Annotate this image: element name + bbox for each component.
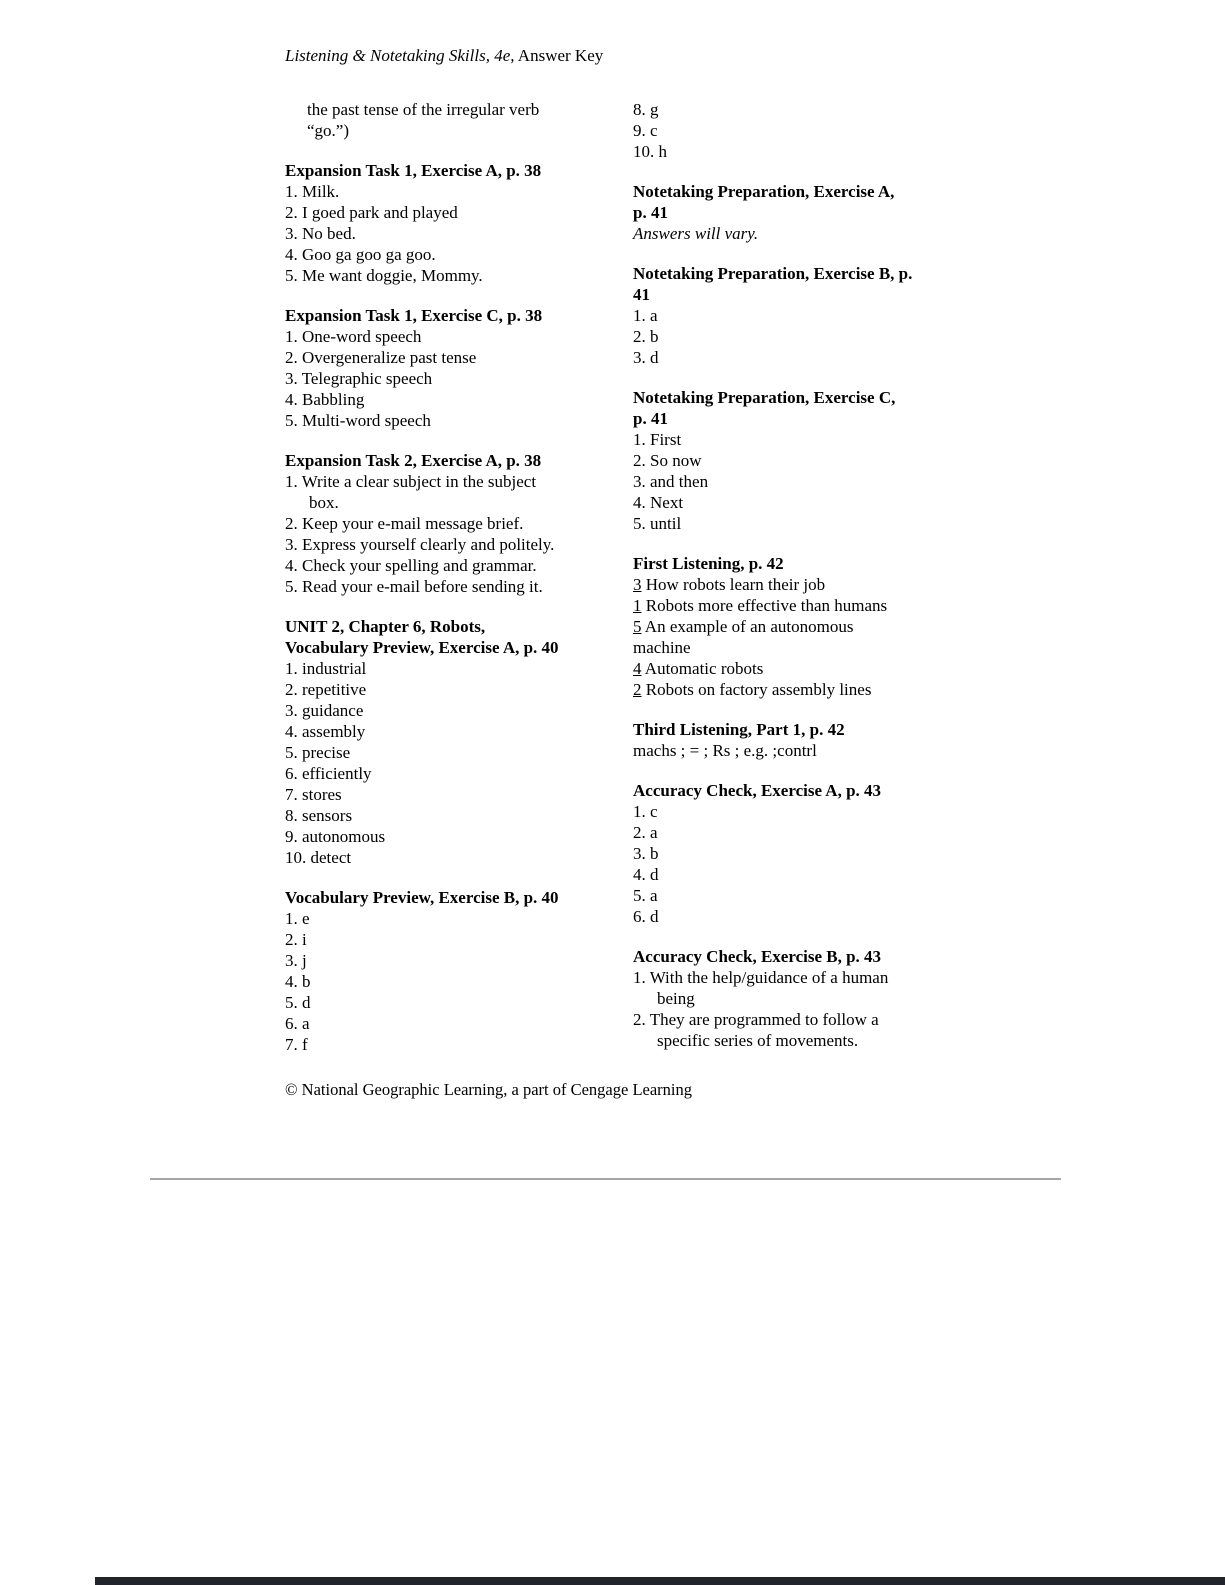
answer-item <box>633 1009 965 1051</box>
answer-item <box>633 305 965 326</box>
answer-line: 7. stores <box>285 785 342 804</box>
answer-item <box>285 576 617 597</box>
answer-line: 7. f <box>285 1035 308 1054</box>
answer-number: 3 <box>633 575 642 594</box>
section-heading: Expansion Task 1, Exercise A, p. 38 <box>285 161 542 180</box>
answer-line: 2. I goed park and played <box>285 203 458 222</box>
answer-item <box>285 826 617 847</box>
section-heading: Expansion Task 1, Exercise C, p. 38 <box>285 306 543 325</box>
answer-line: 2. They are programmed to follow a <box>633 1010 879 1029</box>
answer-line: 9. autonomous <box>285 827 386 846</box>
answer-item <box>285 908 617 929</box>
answer-item <box>285 700 617 721</box>
answer-item <box>285 244 617 265</box>
answer-line: 5. d <box>285 993 311 1012</box>
answer-line: 3. and then <box>633 472 709 491</box>
answer-line: 3. b <box>633 844 659 863</box>
answer-item <box>285 410 617 431</box>
answer-list <box>633 99 965 162</box>
answer-line: 2. b <box>633 327 659 346</box>
answer-item <box>285 181 617 202</box>
answer-number: 5 <box>633 617 642 636</box>
section-heading: Vocabulary Preview, Exercise B, p. 40 <box>285 888 559 907</box>
answer-line: box. <box>309 493 339 512</box>
answer-line: 1. Write a clear subject in the subject <box>285 472 537 491</box>
answer-item <box>285 513 617 534</box>
answer-line: 5. Multi-word speech <box>285 411 431 430</box>
answer-line: 1. One-word speech <box>285 327 422 346</box>
section-heading: 41 <box>633 285 650 304</box>
answer-line: 6. efficiently <box>285 764 372 783</box>
answer-line: 1. e <box>285 909 310 928</box>
answer-section <box>285 450 617 597</box>
answer-line: 3. Telegraphic speech <box>285 369 433 388</box>
answer-line: 3. Express yourself clearly and politely. <box>285 535 555 554</box>
answer-line: 4. Goo ga goo ga goo. <box>285 245 436 264</box>
answer-number: 4 <box>633 659 642 678</box>
answer-line: 4. b <box>285 972 311 991</box>
answer-line: 8. g <box>633 100 659 119</box>
answer-item <box>285 721 617 742</box>
answer-item <box>633 223 965 244</box>
section-heading: Notetaking Preparation, Exercise C, <box>633 388 896 407</box>
answer-item <box>285 471 617 513</box>
answer-item <box>633 967 965 1009</box>
answer-item <box>285 847 617 868</box>
answer-line: 3. j <box>285 951 307 970</box>
answer-item <box>633 906 965 927</box>
answer-line: 3 How robots learn their job <box>633 575 826 594</box>
section-heading: Third Listening, Part 1, p. 42 <box>633 720 845 739</box>
answer-item <box>285 326 617 347</box>
answer-line: 2. i <box>285 930 307 949</box>
answer-item <box>285 971 617 992</box>
answer-line: 5 An example of an autonomous <box>633 617 854 636</box>
section-heading: UNIT 2, Chapter 6, Robots, <box>285 617 486 636</box>
answer-item <box>285 534 617 555</box>
section-heading: p. 41 <box>633 203 668 222</box>
answer-item <box>633 843 965 864</box>
answer-item <box>285 1034 617 1055</box>
next-page-edge <box>95 1577 1225 1585</box>
answer-item <box>285 265 617 286</box>
answer-item <box>633 513 965 534</box>
answer-item <box>285 929 617 950</box>
answer-section <box>285 305 617 431</box>
answer-line: 3. No bed. <box>285 224 356 243</box>
answer-line: 1. industrial <box>285 659 367 678</box>
answer-line: 3. guidance <box>285 701 364 720</box>
answer-item <box>285 555 617 576</box>
answer-item <box>285 389 617 410</box>
continuation-text <box>285 99 617 141</box>
answer-line: 1 Robots more effective than humans <box>633 596 888 615</box>
answer-item <box>285 784 617 805</box>
section-heading: First Listening, p. 42 <box>633 554 784 573</box>
page-header <box>285 45 603 66</box>
section-heading: Expansion Task 2, Exercise A, p. 38 <box>285 451 542 470</box>
answer-line: 4. d <box>633 865 659 884</box>
answer-line: 5. a <box>633 886 658 905</box>
answer-item <box>285 763 617 784</box>
answer-item <box>633 492 965 513</box>
answer-item <box>633 658 965 679</box>
answer-line: 2. repetitive <box>285 680 367 699</box>
answer-item <box>633 141 965 162</box>
answer-number: 1 <box>633 596 642 615</box>
answer-item <box>633 574 965 595</box>
answer-line: 5. Read your e-mail before sending it. <box>285 577 543 596</box>
answer-item <box>285 223 617 244</box>
answer-section <box>633 946 965 1051</box>
answer-section <box>633 780 965 927</box>
answer-item <box>633 429 965 450</box>
answer-item <box>633 885 965 906</box>
section-heading: Notetaking Preparation, Exercise A, <box>633 182 895 201</box>
answer-item <box>285 992 617 1013</box>
copyright-footer: © National Geographic Learning, a part of Cengage Learning <box>285 1080 692 1099</box>
right-column <box>633 99 965 1051</box>
answer-line: 1. First <box>633 430 682 449</box>
answer-item <box>633 616 965 658</box>
section-heading: p. 41 <box>633 409 668 428</box>
answer-line: 1. With the help/guidance of a human <box>633 968 889 987</box>
answer-section <box>633 719 965 761</box>
answer-line: 5. precise <box>285 743 351 762</box>
answer-line: 2. So now <box>633 451 702 470</box>
answer-section <box>285 887 617 1055</box>
answer-line: 1. Milk. <box>285 182 340 201</box>
answer-line: Answers will vary. <box>633 224 759 243</box>
answer-item <box>285 950 617 971</box>
answer-item <box>285 805 617 826</box>
left-column <box>285 99 617 1055</box>
answer-item <box>285 368 617 389</box>
section-heading: Accuracy Check, Exercise B, p. 43 <box>633 947 882 966</box>
answer-line: 5. until <box>633 514 682 533</box>
answer-item <box>633 864 965 885</box>
answer-line: 5. Me want doggie, Mommy. <box>285 266 483 285</box>
answer-line: 2. Overgeneralize past tense <box>285 348 477 367</box>
answer-section <box>285 160 617 286</box>
answer-line: 1. c <box>633 802 658 821</box>
horizontal-divider <box>150 1178 1061 1180</box>
answer-line: 1. a <box>633 306 658 325</box>
answer-line: 4. assembly <box>285 722 366 741</box>
answer-item <box>633 326 965 347</box>
answer-item <box>633 679 965 700</box>
answer-section <box>633 387 965 534</box>
answer-number: 2 <box>633 680 642 699</box>
answer-item <box>285 658 617 679</box>
answer-line: 4. Babbling <box>285 390 365 409</box>
answer-line: 4. Check your spelling and grammar. <box>285 556 537 575</box>
answer-line: 10. h <box>633 142 667 161</box>
answer-item <box>285 202 617 223</box>
answer-item <box>633 450 965 471</box>
answer-section <box>633 263 965 368</box>
answer-item <box>633 99 965 120</box>
answer-item <box>633 595 965 616</box>
text-line: the past tense of the irregular verb <box>307 100 540 119</box>
section-heading: Notetaking Preparation, Exercise B, p. <box>633 264 913 283</box>
book-title: Listening & Notetaking Skills, 4e, <box>285 46 515 65</box>
answer-line: 2. Keep your e-mail message brief. <box>285 514 524 533</box>
answer-section <box>285 616 617 868</box>
answer-line: machine <box>633 638 691 657</box>
answer-line: 2. a <box>633 823 658 842</box>
answer-line: being <box>657 989 695 1008</box>
answer-item <box>633 347 965 368</box>
answer-line: 4 Automatic robots <box>633 659 764 678</box>
answer-line: machs ; = ; Rs ; e.g. ;contrl <box>633 741 817 760</box>
answer-line: 10. detect <box>285 848 352 867</box>
answer-item <box>285 347 617 368</box>
answer-line: 2 Robots on factory assembly lines <box>633 680 872 699</box>
section-heading: Vocabulary Preview, Exercise A, p. 40 <box>285 638 559 657</box>
answer-line: 8. sensors <box>285 806 353 825</box>
answer-line: 4. Next <box>633 493 684 512</box>
answer-item <box>633 740 965 761</box>
answer-line: 6. a <box>285 1014 310 1033</box>
header-suffix: Answer Key <box>514 46 604 65</box>
section-heading: Accuracy Check, Exercise A, p. 43 <box>633 781 882 800</box>
answer-section <box>633 553 965 700</box>
answer-item <box>633 822 965 843</box>
answer-line: 6. d <box>633 907 659 926</box>
answer-line: 9. c <box>633 121 658 140</box>
answer-line: specific series of movements. <box>657 1031 859 1050</box>
answer-item <box>285 1013 617 1034</box>
answer-item <box>633 471 965 492</box>
answer-item <box>285 679 617 700</box>
answer-section <box>633 181 965 244</box>
text-line: “go.”) <box>307 121 350 140</box>
answer-line: 3. d <box>633 348 659 367</box>
answer-item <box>633 801 965 822</box>
answer-item <box>633 120 965 141</box>
answer-item <box>285 742 617 763</box>
